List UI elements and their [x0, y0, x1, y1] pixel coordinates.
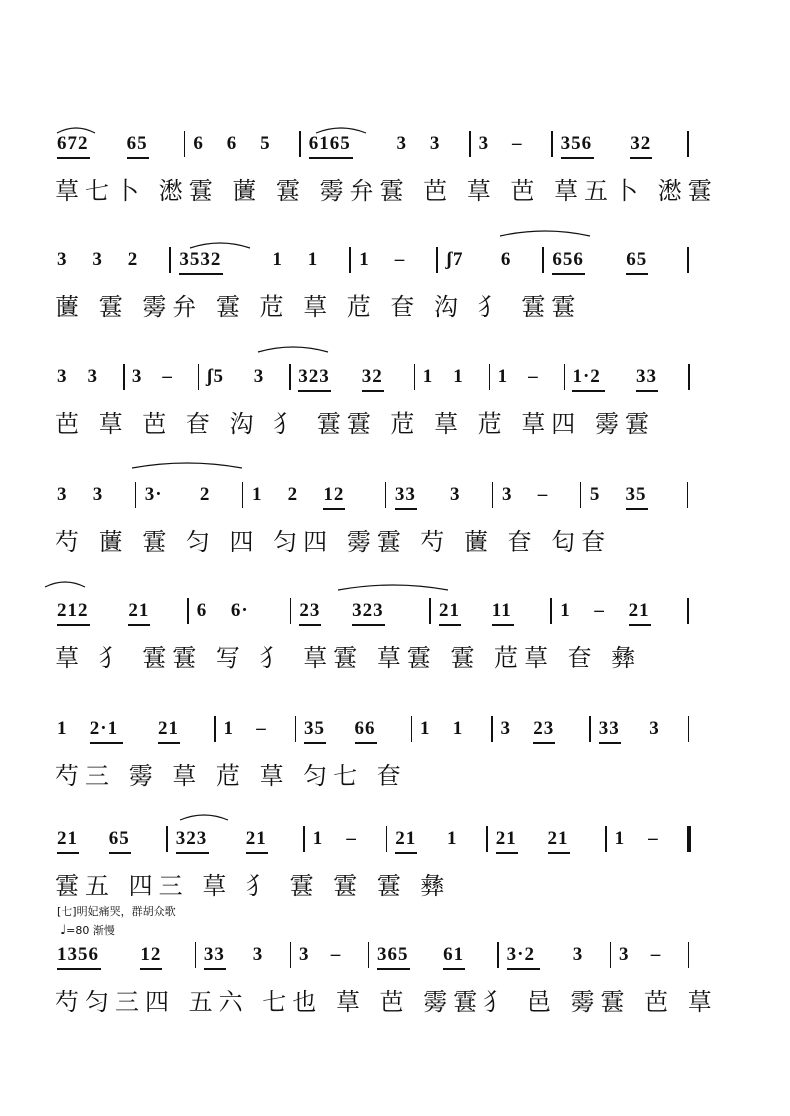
tempo-text: =80 渐慢 [66, 924, 115, 937]
jianzipu-tablature: 䓍七卜 㵞䨢 䕚 䨢 䨦弁䨢 芭 䓍 芭 䓍五卜 㵞䨢 [55, 177, 718, 205]
quarter-note-icon: ♩ [60, 923, 67, 938]
barline [492, 482, 494, 508]
note-group: 32 [361, 366, 383, 387]
note-group: 21 [439, 600, 461, 621]
note-group: 33 [636, 366, 658, 387]
note-group: 1 [497, 366, 509, 387]
barline [289, 364, 291, 390]
slur [258, 347, 328, 352]
notation-line [55, 600, 695, 632]
note-group: 3 [253, 366, 265, 387]
note-group: 35 [625, 484, 647, 505]
beam-underline [57, 157, 90, 159]
note-group: 1 [452, 718, 464, 739]
barline [198, 364, 200, 390]
sustain-dash: – [511, 133, 523, 154]
note-group: 1 [307, 249, 319, 270]
note-group: 3 [619, 944, 630, 965]
note-group: 33 [394, 484, 416, 505]
note-group: 21 [495, 828, 517, 849]
beam-underline [309, 157, 353, 159]
note-group: 323 [175, 828, 208, 849]
note-group: 1 [446, 828, 458, 849]
note-group: 6 [500, 249, 512, 270]
beam-underline [552, 273, 585, 275]
beam-underline [176, 852, 209, 854]
barline [486, 826, 488, 852]
note-group: 21 [628, 600, 650, 621]
note-group: 3 [502, 484, 513, 505]
notation-line [55, 944, 695, 976]
note-group: 2 [127, 249, 139, 270]
note-group: 1 [57, 718, 68, 739]
jianzipu-tablature: 芍三 䨦 䓍 苊 䓍 匀七 奆 [55, 762, 407, 790]
note-group: 3 [252, 944, 264, 965]
note-group: 2·1 [89, 718, 119, 739]
barline [187, 598, 189, 624]
note-group: 23 [299, 600, 321, 621]
note-group: 23 [533, 718, 555, 739]
note-group: 672 [57, 133, 89, 154]
barline [542, 247, 544, 273]
jianzipu-tablature: 芍匀三四 五六 七也 䓍 芭 䨦䨢犭 邑 䨦䨢 芭 䓍 [55, 988, 718, 1016]
slur [132, 463, 242, 468]
note-group: 3· [144, 484, 163, 505]
barline [166, 826, 168, 852]
notation-line [55, 718, 695, 750]
note-group: 3 [57, 366, 68, 387]
barline [688, 942, 690, 968]
note-group: ʃ5 [206, 366, 225, 387]
note-group: 3 [572, 944, 584, 965]
tempo-marking [60, 922, 115, 938]
note-group: 3 [500, 718, 511, 739]
note-group: 3 [92, 484, 104, 505]
score-system [55, 600, 695, 690]
sustain-dash: – [650, 944, 662, 965]
note-group: 21 [245, 828, 267, 849]
barline [550, 598, 552, 624]
note-group: 3 [131, 366, 143, 387]
barline [489, 364, 491, 390]
note-group: 3532 [179, 249, 222, 270]
barline [687, 598, 689, 624]
barline [436, 247, 438, 273]
note-group: 2 [287, 484, 299, 505]
note-group: 21 [57, 828, 78, 849]
beam-underline [561, 157, 594, 159]
note-group: 1 [420, 718, 431, 739]
slur [338, 585, 448, 590]
note-group: 2 [199, 484, 211, 505]
score-system [55, 133, 718, 223]
note-group: 3 [478, 133, 490, 154]
note-group: 33 [598, 718, 620, 739]
note-group: 1 [453, 366, 464, 387]
note-group: 1 [251, 484, 263, 505]
sustain-dash: – [528, 366, 539, 387]
jianzipu-tablature: 䨢五 四三 䓍 犭 䨢 䨢 䨢 彝 [55, 872, 451, 900]
note-group: 1 [422, 366, 434, 387]
note-group: 1 [223, 718, 235, 739]
sustain-dash: – [330, 944, 342, 965]
note-group: 3 [92, 249, 103, 270]
beam-underline [548, 852, 570, 854]
barline [688, 364, 690, 390]
barline [169, 247, 171, 273]
note-group: 21 [158, 718, 180, 739]
note-group: 6· [230, 600, 249, 621]
score-system [55, 718, 695, 808]
note-group: 21 [395, 828, 417, 849]
note-group: 212 [57, 600, 89, 621]
note-group: ʃ7 [446, 249, 464, 270]
beam-underline [492, 624, 514, 626]
barline [386, 826, 388, 852]
beam-underline [496, 852, 518, 854]
barline [290, 942, 292, 968]
barline [414, 364, 416, 390]
beam-underline [572, 390, 605, 392]
note-group: 3 [429, 133, 441, 154]
beam-underline [57, 968, 101, 970]
beam-underline [323, 508, 345, 510]
note-group: 5 [260, 133, 271, 154]
slur [180, 815, 228, 820]
beam-underline [626, 273, 648, 275]
barline [589, 716, 591, 742]
notation-line [55, 133, 695, 165]
barline [368, 942, 370, 968]
sustain-dash: – [648, 828, 659, 849]
barline [610, 942, 612, 968]
beam-underline [298, 390, 331, 392]
note-group: 65 [108, 828, 130, 849]
beam-underline [109, 852, 131, 854]
note-group: 1 [312, 828, 324, 849]
note-group: 356 [560, 133, 593, 154]
beam-underline [128, 624, 150, 626]
note-group: 66 [354, 718, 376, 739]
notation-line [55, 828, 695, 860]
note-group: 3 [57, 249, 68, 270]
note-group: 21 [547, 828, 569, 849]
note-group: 656 [552, 249, 584, 270]
notation-line [55, 249, 695, 281]
note-group: 6 [226, 133, 238, 154]
beam-underline [57, 852, 79, 854]
barline [687, 482, 689, 508]
beam-underline [355, 742, 377, 744]
sustain-dash: – [256, 718, 267, 739]
barline [411, 716, 413, 742]
barline [195, 942, 197, 968]
jianzipu-tablature: 䓍 犭 䨢䨢 写 犭 䓍䨢 䓍䨢 䨢 苊䓍 奆 彝 [55, 644, 642, 672]
score-system [55, 249, 695, 339]
beam-underline [533, 742, 555, 744]
score-system [55, 484, 695, 574]
beam-underline [299, 624, 321, 626]
barline [564, 364, 566, 390]
beam-underline [57, 624, 90, 626]
barline [469, 131, 471, 157]
note-group: 11 [491, 600, 512, 621]
barline [491, 716, 493, 742]
beam-underline [304, 742, 326, 744]
beam-underline [599, 742, 621, 744]
barline [688, 716, 690, 742]
note-group: 3 [649, 718, 660, 739]
notation-line [55, 484, 695, 516]
barline [385, 482, 387, 508]
score-system [55, 366, 695, 456]
beam-underline [127, 157, 149, 159]
beam-underline [636, 390, 658, 392]
barline [687, 131, 689, 157]
barline [349, 247, 351, 273]
section-title: [七]明妃痛哭，群胡众歌 [57, 905, 176, 918]
beam-underline [158, 742, 180, 744]
note-group: 3 [87, 366, 98, 387]
note-group: 6 [196, 600, 208, 621]
note-group: 12 [140, 944, 162, 965]
jianzipu-tablature: 芍 䕚 䨢 匀 四 匀四 䨦䨢 芍 䕚 奆 匂奆 [55, 528, 612, 556]
note-group: 65 [126, 133, 148, 154]
beam-underline [439, 624, 461, 626]
note-group: 323 [298, 366, 330, 387]
notation-line [55, 366, 695, 398]
slur [500, 231, 590, 236]
note-group: 33 [203, 944, 225, 965]
sustain-dash: – [537, 484, 549, 505]
barline [299, 131, 301, 157]
barline [687, 247, 689, 273]
barline [214, 716, 216, 742]
barline [184, 131, 186, 157]
note-group: 21 [128, 600, 150, 621]
note-group: 323 [352, 600, 384, 621]
note-group: 3 [449, 484, 461, 505]
note-group: 3 [57, 484, 68, 505]
note-group: 3 [396, 133, 408, 154]
beam-underline [140, 968, 162, 970]
note-group: 3 [299, 944, 310, 965]
barline [551, 131, 553, 157]
note-group: 61 [443, 944, 465, 965]
note-group: 12 [323, 484, 345, 505]
note-group: 1 [614, 828, 626, 849]
slur [190, 243, 250, 248]
beam-underline [443, 968, 465, 970]
beam-underline [395, 852, 417, 854]
sustain-dash: – [594, 600, 605, 621]
note-group: 6 [193, 133, 204, 154]
note-group: 32 [630, 133, 652, 154]
beam-underline [395, 508, 417, 510]
barline [123, 364, 125, 390]
sustain-dash: – [162, 366, 173, 387]
barline [242, 482, 244, 508]
note-group: 1·2 [572, 366, 601, 387]
score-system [55, 944, 718, 1034]
note-group: 365 [377, 944, 409, 965]
beam-underline [626, 508, 648, 510]
beam-underline [352, 624, 385, 626]
barline [605, 826, 607, 852]
note-group: 35 [304, 718, 326, 739]
note-group: 1 [359, 249, 370, 270]
note-group: 1356 [57, 944, 99, 965]
beam-underline [362, 390, 384, 392]
note-group: 1 [560, 600, 571, 621]
beam-underline [90, 742, 123, 744]
beam-underline [377, 968, 410, 970]
barline [580, 482, 582, 508]
note-group: 1 [272, 249, 283, 270]
barline [497, 942, 499, 968]
note-group: 6165 [308, 133, 351, 154]
sustain-dash: – [346, 828, 357, 849]
beam-underline [630, 157, 652, 159]
barline [295, 716, 297, 742]
note-group: 65 [626, 249, 648, 270]
barline [135, 482, 137, 508]
jianzipu-tablature: 芭 䓍 芭 奆 沟 犭 䨢䨢 苊 䓍 苊 䓍四 䨦䨢 [55, 410, 655, 438]
beam-underline [246, 852, 268, 854]
beam-underline [629, 624, 651, 626]
note-group: 5 [589, 484, 601, 505]
note-group: 3·2 [506, 944, 535, 965]
sustain-dash: – [394, 249, 406, 270]
beam-underline [204, 968, 226, 970]
slur [45, 582, 85, 587]
beam-underline [179, 273, 223, 275]
barline [303, 826, 305, 852]
final-barline [687, 826, 691, 852]
beam-underline [507, 968, 540, 970]
barline [290, 598, 292, 624]
barline [429, 598, 431, 624]
jianzipu-tablature: 䕚 䨢 䨦弁 䨢 苊 䓍 苊 奆 沟 犭 䨢䨢 [55, 293, 582, 321]
